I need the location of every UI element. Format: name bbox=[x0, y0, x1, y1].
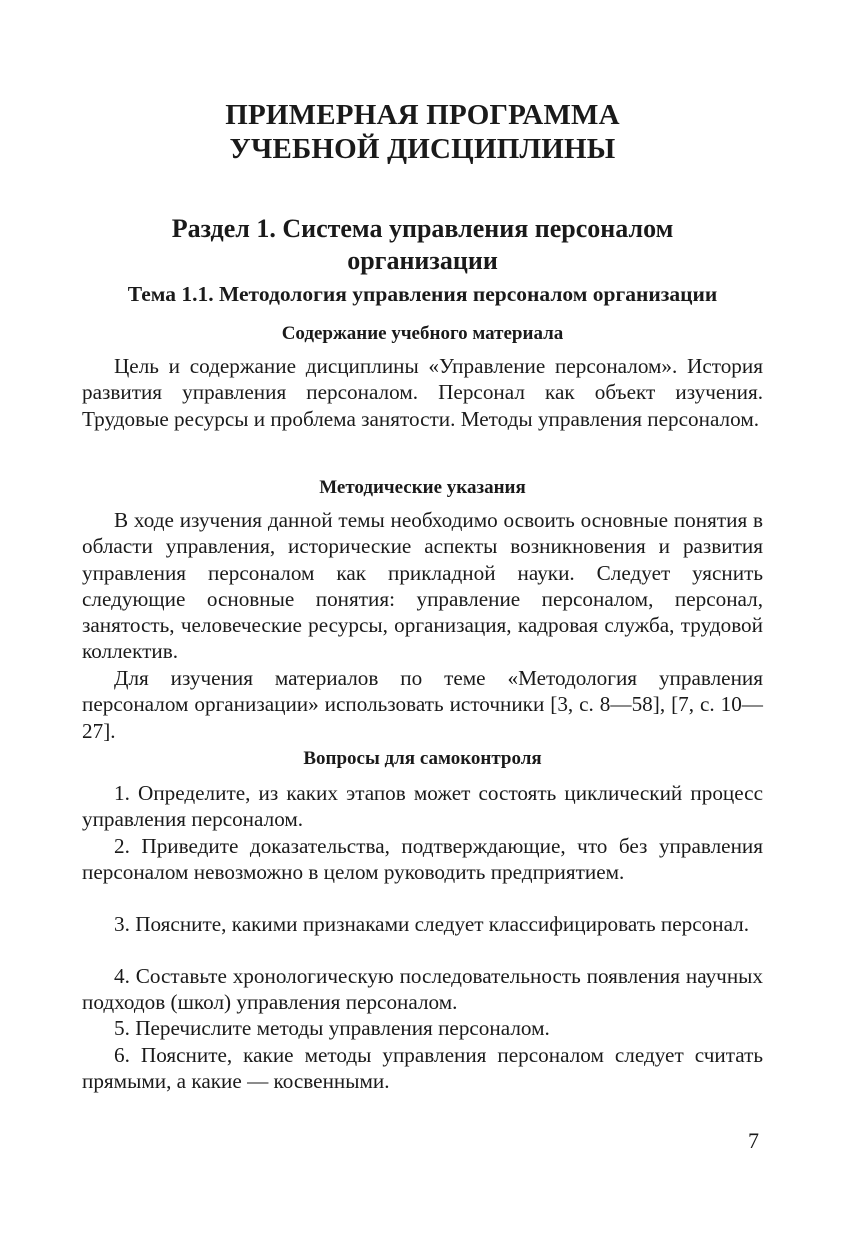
topic-title: Тема 1.1. Методология управления персоналом организации bbox=[127, 282, 718, 306]
questions-heading: Вопросы для самоконтроля bbox=[303, 748, 542, 769]
question-item: 6. Поясните, какие методы управления персоналом следует считать прямыми, а какие — косвенными. bbox=[82, 1043, 763, 1094]
method-paragraph-2: Для изучения материалов по теме «Методология управления персоналом организации» использовать источники [3, с. 8—58], [7, с. 10—27]. bbox=[82, 666, 763, 743]
main-title bbox=[82, 98, 763, 166]
question-item: 3. Поясните, какими признаками следует классифицировать персонал. bbox=[114, 912, 750, 936]
page-number: 7 bbox=[748, 1128, 759, 1153]
content-heading: Содержание учебного материала bbox=[281, 323, 564, 344]
method-heading: Методические указания bbox=[319, 477, 526, 498]
method-paragraph-1: В ходе изучения данной темы необходимо освоить основные понятия в области управления, исторические аспекты возникновения и развития управления персоналом как прикладной науки. Следует уяснить следующие основные понятия: управление персоналом, персонал, занятость, человеческие ресурсы, организация, кадровая служба, трудовой коллектив. bbox=[82, 508, 763, 664]
question-item: 2. Приведите доказательства, подтверждающие, что без управления персоналом невозможно в целом руководить предприятием. bbox=[82, 834, 763, 885]
section-title-line-1: Раздел 1. Система управления персоналом bbox=[171, 214, 674, 243]
question-item: 1. Определите, из каких этапов может состоять циклический процесс управления персоналом. bbox=[82, 781, 763, 832]
section-title-line-2: организации bbox=[347, 246, 498, 275]
question-item: 5. Перечислите методы управления персоналом. bbox=[114, 1016, 550, 1040]
section-title bbox=[82, 213, 763, 277]
main-title-line-2: УЧЕБНОЙ ДИСЦИПЛИНЫ bbox=[229, 133, 616, 165]
question-item: 4. Составьте хронологическую последовательность появления научных подходов (школ) управления персоналом. bbox=[82, 964, 763, 1015]
content-paragraph: Цель и содержание дисциплины «Управление персоналом». История развития управления персоналом. Персонал как объект изучения. Трудовые ресурсы и проблема занятости. Методы управления персоналом. bbox=[82, 354, 763, 431]
main-title-line-1: ПРИМЕРНАЯ ПРОГРАММА bbox=[225, 99, 620, 131]
